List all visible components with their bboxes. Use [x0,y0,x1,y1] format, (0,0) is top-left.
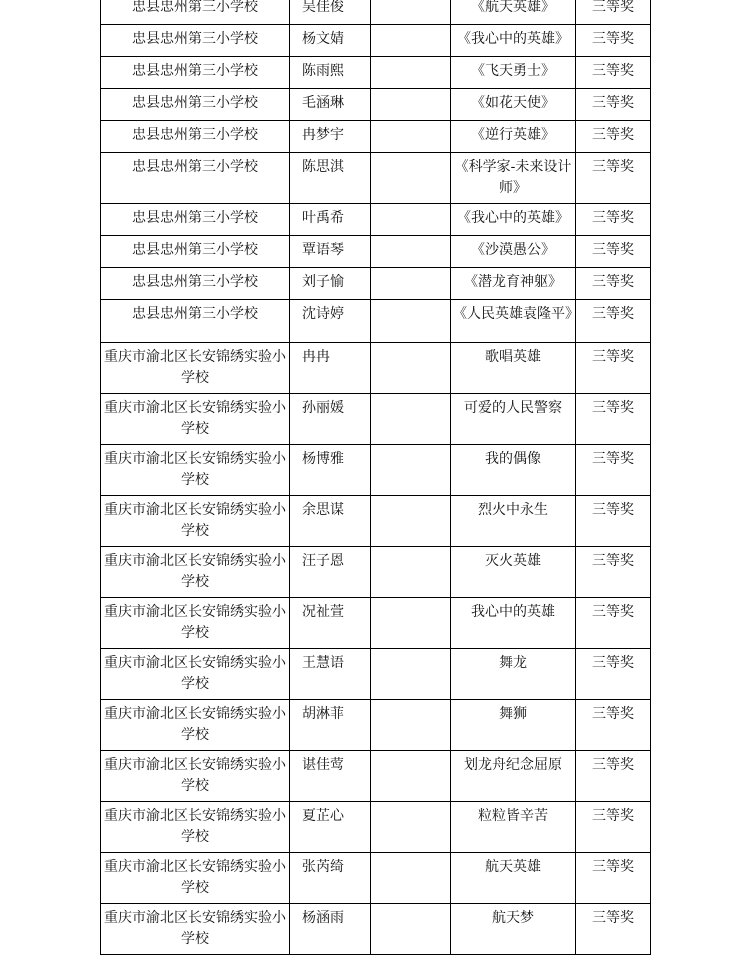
prize-cell: 三等奖 [576,343,651,394]
empty-cell [371,343,451,394]
work-title-cell: 《人民英雄袁隆平》 [451,300,576,343]
student-name-cell: 毛涵琳 [290,89,371,121]
table-row [101,268,651,300]
student-name-cell: 杨文婧 [290,25,371,57]
work-title-cell: 《我心中的英雄》 [451,204,576,236]
prize-cell: 三等奖 [576,121,651,153]
table-row [101,236,651,268]
school-cell: 忠县忠州第三小学校 [101,300,290,343]
table-row [101,121,651,153]
table-row [101,25,651,57]
school-cell: 忠县忠州第三小学校 [101,89,290,121]
prize-cell: 三等奖 [576,153,651,204]
school-cell: 重庆市渝北区长安锦绣实验小学校 [101,496,290,547]
work-title-cell: 舞狮 [451,700,576,751]
empty-cell [371,751,451,802]
table-row [101,904,651,955]
table-row [101,598,651,649]
prize-cell: 三等奖 [576,649,651,700]
work-title-cell: 《航天英雄》 [451,0,576,25]
empty-cell [371,204,451,236]
student-name-cell: 吴佳俊 [290,0,371,25]
student-name-cell: 覃语琴 [290,236,371,268]
empty-cell [371,300,451,343]
work-title-cell: 《逆行英雄》 [451,121,576,153]
work-title-cell: 划龙舟纪念屈原 [451,751,576,802]
work-title-cell: 歌唱英雄 [451,343,576,394]
table-row [101,496,651,547]
student-name-cell: 叶禹希 [290,204,371,236]
school-cell: 重庆市渝北区长安锦绣实验小学校 [101,700,290,751]
work-title-cell: 舞龙 [451,649,576,700]
work-title-cell: 《沙漠愚公》 [451,236,576,268]
work-title-cell: 《科学家-未来设计师》 [451,153,576,204]
prize-cell: 三等奖 [576,853,651,904]
school-cell: 重庆市渝北区长安锦绣实验小学校 [101,853,290,904]
empty-cell [371,153,451,204]
prize-cell: 三等奖 [576,57,651,89]
prize-cell: 三等奖 [576,236,651,268]
work-title-cell: 我的偶像 [451,445,576,496]
empty-cell [371,394,451,445]
table-row [101,343,651,394]
student-name-cell: 陈雨熙 [290,57,371,89]
table-row [101,204,651,236]
school-cell: 忠县忠州第三小学校 [101,121,290,153]
student-name-cell: 余思谋 [290,496,371,547]
table-row [101,700,651,751]
work-title-cell: 烈火中永生 [451,496,576,547]
prize-cell: 三等奖 [576,496,651,547]
student-name-cell: 刘子愉 [290,268,371,300]
empty-cell [371,57,451,89]
student-name-cell: 谌佳莺 [290,751,371,802]
prize-cell: 三等奖 [576,598,651,649]
school-cell: 忠县忠州第三小学校 [101,57,290,89]
school-cell: 重庆市渝北区长安锦绣实验小学校 [101,547,290,598]
school-cell: 重庆市渝北区长安锦绣实验小学校 [101,751,290,802]
prize-cell: 三等奖 [576,268,651,300]
prize-cell: 三等奖 [576,300,651,343]
student-name-cell: 杨博雅 [290,445,371,496]
prize-cell: 三等奖 [576,445,651,496]
table-row [101,394,651,445]
school-cell: 重庆市渝北区长安锦绣实验小学校 [101,598,290,649]
empty-cell [371,25,451,57]
prize-cell: 三等奖 [576,89,651,121]
work-title-cell: 《如花天使》 [451,89,576,121]
school-cell: 重庆市渝北区长安锦绣实验小学校 [101,445,290,496]
student-name-cell: 张芮绮 [290,853,371,904]
school-cell: 重庆市渝北区长安锦绣实验小学校 [101,904,290,955]
award-table [100,0,651,955]
work-title-cell: 《飞天勇士》 [451,57,576,89]
school-cell: 忠县忠州第三小学校 [101,268,290,300]
student-name-cell: 冉冉 [290,343,371,394]
empty-cell [371,649,451,700]
empty-cell [371,904,451,955]
student-name-cell: 沈诗婷 [290,300,371,343]
empty-cell [371,853,451,904]
table-row [101,547,651,598]
table-row [101,153,651,204]
school-cell: 忠县忠州第三小学校 [101,236,290,268]
empty-cell [371,121,451,153]
work-title-cell: 可爱的人民警察 [451,394,576,445]
school-cell: 重庆市渝北区长安锦绣实验小学校 [101,802,290,853]
student-name-cell: 胡淋菲 [290,700,371,751]
school-cell: 重庆市渝北区长安锦绣实验小学校 [101,343,290,394]
table-row [101,649,651,700]
empty-cell [371,700,451,751]
prize-cell: 三等奖 [576,204,651,236]
table-row [101,0,651,25]
prize-cell: 三等奖 [576,751,651,802]
work-title-cell: 《潜龙育神躯》 [451,268,576,300]
empty-cell [371,445,451,496]
empty-cell [371,89,451,121]
student-name-cell: 陈思淇 [290,153,371,204]
school-cell: 重庆市渝北区长安锦绣实验小学校 [101,394,290,445]
work-title-cell: 我心中的英雄 [451,598,576,649]
school-cell: 忠县忠州第三小学校 [101,204,290,236]
empty-cell [371,547,451,598]
student-name-cell: 杨涵雨 [290,904,371,955]
student-name-cell: 王慧语 [290,649,371,700]
prize-cell: 三等奖 [576,394,651,445]
student-name-cell: 况祉萱 [290,598,371,649]
table-row [101,853,651,904]
empty-cell [371,802,451,853]
empty-cell [371,496,451,547]
empty-cell [371,0,451,25]
table-row [101,89,651,121]
school-cell: 忠县忠州第三小学校 [101,0,290,25]
table-row [101,802,651,853]
school-cell: 忠县忠州第三小学校 [101,153,290,204]
empty-cell [371,236,451,268]
work-title-cell: 灭火英雄 [451,547,576,598]
prize-cell: 三等奖 [576,547,651,598]
table-row [101,751,651,802]
table-row [101,300,651,343]
work-title-cell: 航天英雄 [451,853,576,904]
prize-cell: 三等奖 [576,25,651,57]
table-row [101,445,651,496]
school-cell: 重庆市渝北区长安锦绣实验小学校 [101,649,290,700]
work-title-cell: 航天梦 [451,904,576,955]
empty-cell [371,268,451,300]
prize-cell: 三等奖 [576,0,651,25]
student-name-cell: 孙丽媛 [290,394,371,445]
work-title-cell: 粒粒皆辛苦 [451,802,576,853]
table-row [101,57,651,89]
student-name-cell: 汪子恩 [290,547,371,598]
student-name-cell: 冉梦宇 [290,121,371,153]
prize-cell: 三等奖 [576,904,651,955]
empty-cell [371,598,451,649]
student-name-cell: 夏芷心 [290,802,371,853]
prize-cell: 三等奖 [576,700,651,751]
prize-cell: 三等奖 [576,802,651,853]
work-title-cell: 《我心中的英雄》 [451,25,576,57]
school-cell: 忠县忠州第三小学校 [101,25,290,57]
